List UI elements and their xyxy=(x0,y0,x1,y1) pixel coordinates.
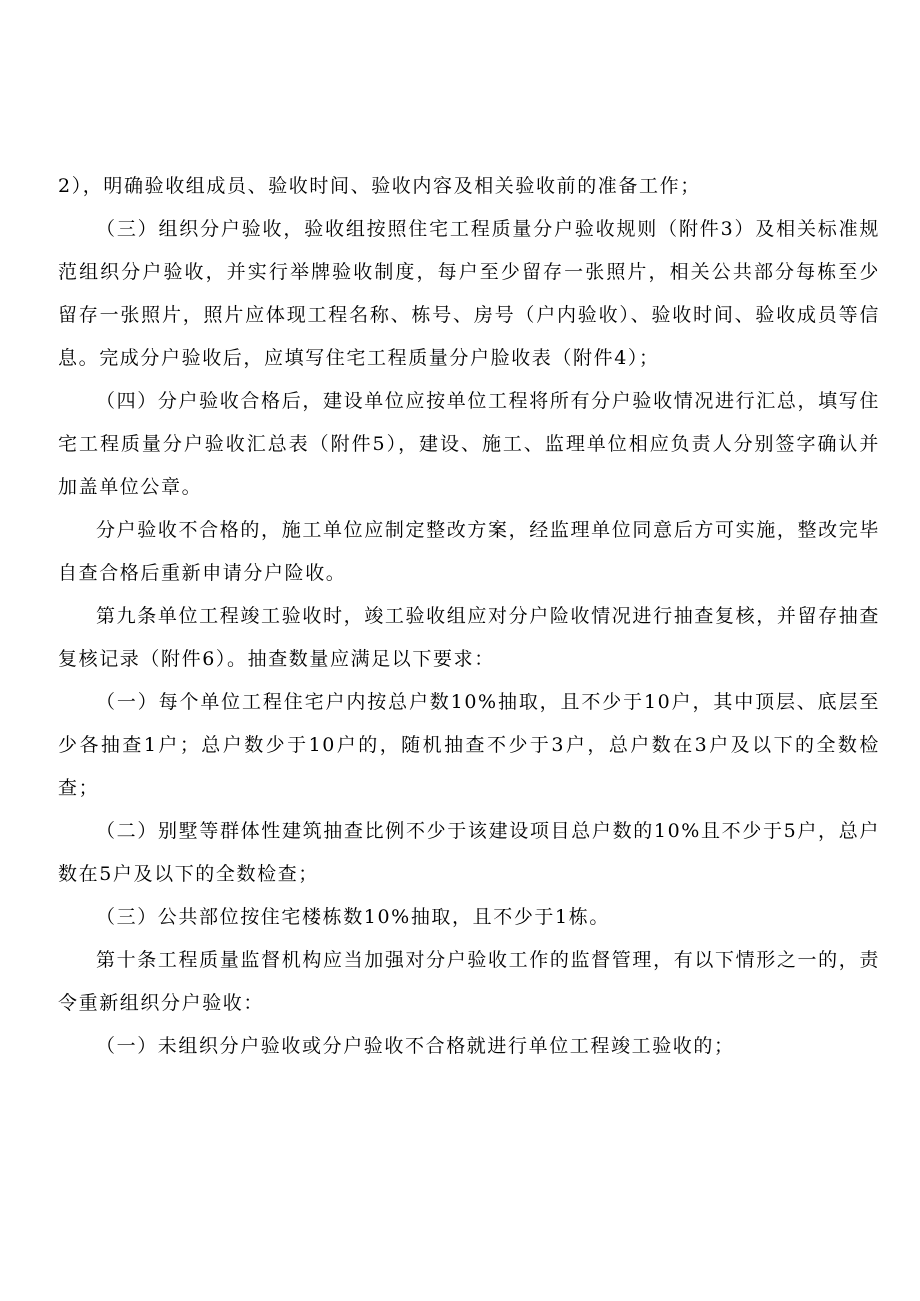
paragraph-article-10-item-1: （一）未组织分户验收或分户验收不合格就进行单位工程竣工验收的； xyxy=(96,1035,735,1057)
paragraph-continuation: 2），明确验收组成员、验收时间、验收内容及相关验收前的准备工作； xyxy=(58,175,701,197)
paragraph-article-9: 第九条单位工程竣工验收时，竣工验收组应对分户险收情况进行抽查复核，并留存抽查复核记录（附件6）。抽查数量应满足以下要求： xyxy=(58,605,880,670)
paragraph-article-9-item-2: （二）别墅等群体性建筑抽查比例不少于该建设项目总户数的10%且不少于5户，总户数在5户及以下的全数检查； xyxy=(58,820,880,885)
paragraph-article-9-item-3: （三）公共部位按住宅楼栋数10%抽取，且不少于1栋。 xyxy=(96,906,610,928)
paragraph-item-4-summary: （四）分户验收合格后，建设单位应按单位工程将所有分户验收情况进行汇总，填写住宅工程质量分户验收汇总表（附件5），建设、施工、监理单位相应负责人分别签字确认并加盖单位公章。 xyxy=(58,390,880,498)
paragraph-item-3-household-inspection: （三）组织分户验收，验收组按照住宅工程质量分户验收规则（附件3）及相关标准规范组织分户验收，并实行举牌验收制度，每户至少留存一张照片，相关公共部分每栋至少留存一张照片，照片应体现工程名称、栋号、房号（户内验收）、验收时间、验收成员等信息。完成分户验收后，应填写住宅工程质量分户脸收表（附件4）； xyxy=(58,218,880,369)
paragraph-article-9-item-1: （一）每个单位工程住宅户内按总户数10%抽取，且不少于10户，其中顶层、底层至少各抽查1户；总户数少于10户的，随机抽查不少于3户，总户数在3户及以下的全数检查； xyxy=(58,691,880,799)
document-body xyxy=(58,165,880,1068)
paragraph-article-10: 第十条工程质量监督机构应当加强对分户验收工作的监督管理，有以下情形之一的，责令重新组织分户验收： xyxy=(58,949,880,1014)
paragraph-unqualified-rectification: 分户验收不合格的，施工单位应制定整改方案，经监理单位同意后方可实施，整改完毕自查合格后重新申请分户险收。 xyxy=(58,519,880,584)
